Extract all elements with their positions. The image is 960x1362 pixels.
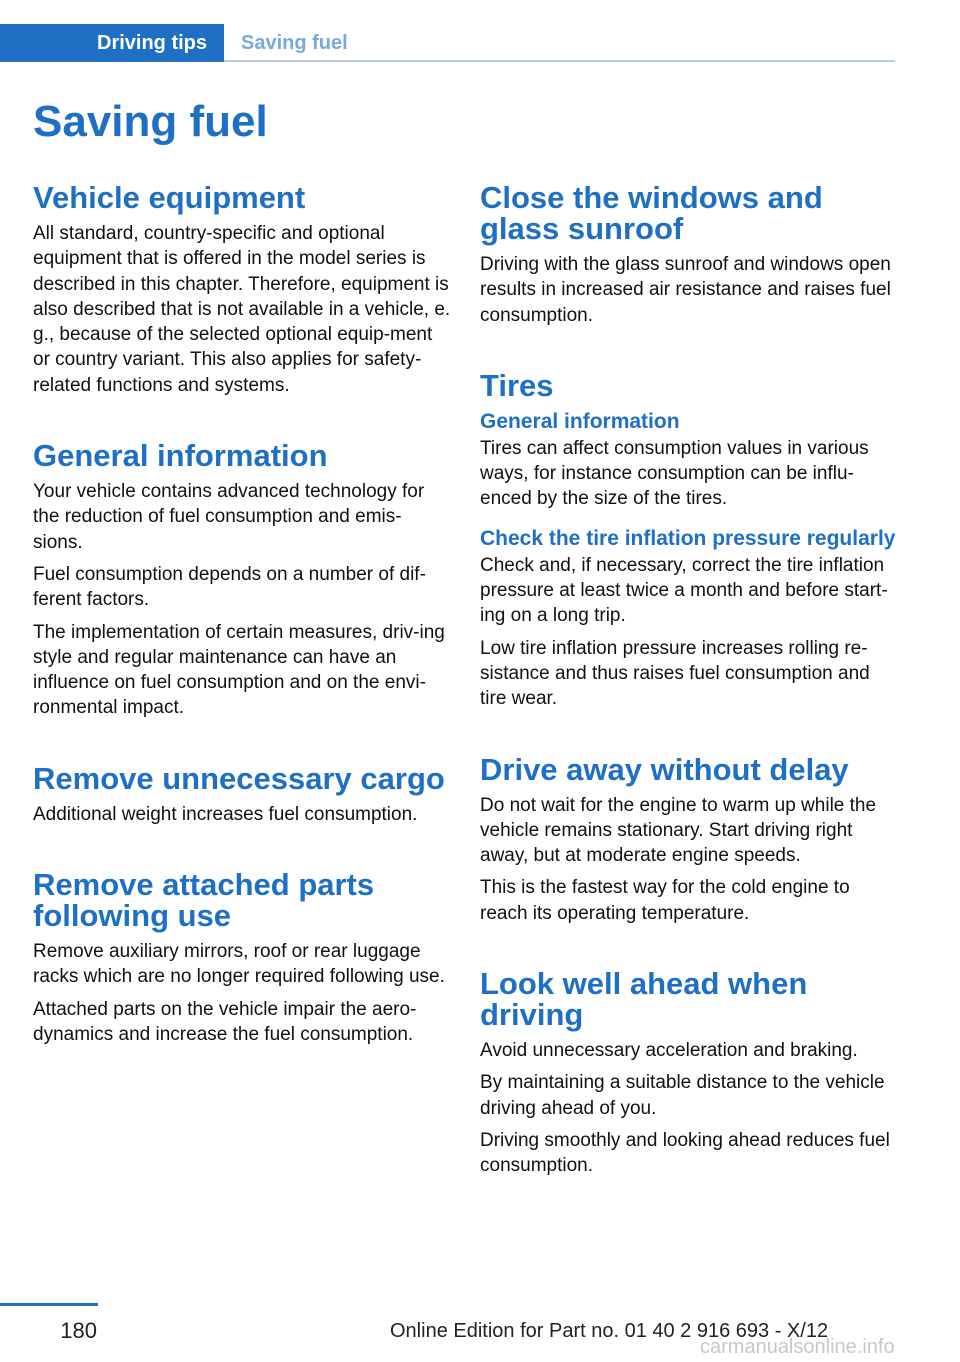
paragraph: Low tire inflation pressure increases rolling re‐sistance and thus raises fuel consumption and tire wear. <box>480 637 870 710</box>
right-column <box>480 182 898 1221</box>
paragraph: Tires can affect consumption values in various ways, for instance consumption can be influ‐enced by the size of the tires. <box>480 437 869 510</box>
section-close-windows <box>480 182 898 328</box>
subsection-heading: Check the tire inflation pressure regularly <box>480 526 896 550</box>
paragraph: Fuel consumption depends on a number of dif‐ferent factors. <box>33 563 426 611</box>
paragraph: Driving smoothly and looking ahead reduces fuel consumption. <box>480 1129 890 1177</box>
paragraph: Your vehicle contains advanced technology for the reduction of fuel consumption and emis‐sions. <box>33 481 425 553</box>
paragraph: By maintaining a suitable distance to the vehicle driving ahead of you. <box>480 1072 885 1119</box>
paragraph: Check and, if necessary, correct the tire inflation pressure at least twice a month and before start‐ing on a long trip. <box>480 554 888 627</box>
page-title: Saving fuel <box>33 97 268 146</box>
footer-divider <box>0 1303 98 1306</box>
paragraph: Attached parts on the vehicle impair the aero‐dynamics and increase the fuel consumption. <box>33 998 417 1045</box>
section-general-information <box>33 440 451 721</box>
section-tab[interactable]: Saving fuel <box>241 32 348 54</box>
section-vehicle-equipment <box>33 182 451 398</box>
section-heading: Tires <box>480 367 554 403</box>
section-drive-away <box>480 751 898 926</box>
page-number: 180 <box>60 1318 97 1343</box>
section-remove-parts <box>33 869 451 1047</box>
paragraph: Do not wait for the engine to warm up while the vehicle remains stationary. Start driving right away, but at moderate engine speeds. <box>480 794 877 867</box>
page-header <box>0 0 895 62</box>
section-heading: Remove unnecessary cargo <box>33 760 445 796</box>
subsection-heading: General information <box>480 409 680 433</box>
paragraph: This is the fastest way for the cold engine to reach its operating temperature. <box>480 877 850 924</box>
paragraph: All standard, country-specific and optional equipment that is offered in the model series is described in this chapter. Therefore, equipment is also described that is not available in a vehicle, e. g., because of the selected optional equip‐ment or country variant. This also applies for safety-related functions and systems. <box>33 223 451 396</box>
subsection-general-information <box>480 409 898 512</box>
section-heading: Vehicle equipment <box>33 180 306 215</box>
paragraph: Avoid unnecessary acceleration and braking. <box>480 1040 858 1062</box>
header-divider <box>224 60 895 62</box>
section-heading: Drive away without delay <box>480 751 849 787</box>
section-heading: Close the windows and glass sunroof <box>480 180 823 246</box>
section-heading: Look well ahead when driving <box>480 966 808 1033</box>
paragraph: The implementation of certain measures, driv‐ing style and regular maintenance can have an influence on fuel consumption and on the envi‐ronmental impact. <box>33 621 445 719</box>
left-column <box>33 182 451 1089</box>
section-tires <box>480 367 898 712</box>
section-look-ahead <box>480 968 898 1178</box>
chapter-tab[interactable]: Driving tips <box>0 24 224 62</box>
section-heading: Remove attached parts following use <box>33 867 375 934</box>
paragraph: Additional weight increases fuel consumption. <box>33 803 418 825</box>
paragraph: Remove auxiliary mirrors, roof or rear luggage racks which are no longer required following use. <box>33 941 445 988</box>
edition-note: Online Edition for Part no. 01 40 2 916 693 - X/12 <box>390 1320 829 1342</box>
section-remove-cargo <box>33 760 451 827</box>
watermark: carmanualsonline.info <box>700 1336 895 1358</box>
paragraph: Driving with the glass sunroof and windows open results in increased air resistance and raises fuel consumption. <box>480 254 891 326</box>
section-heading: General information <box>33 438 328 474</box>
subsection-tire-pressure <box>480 526 898 712</box>
